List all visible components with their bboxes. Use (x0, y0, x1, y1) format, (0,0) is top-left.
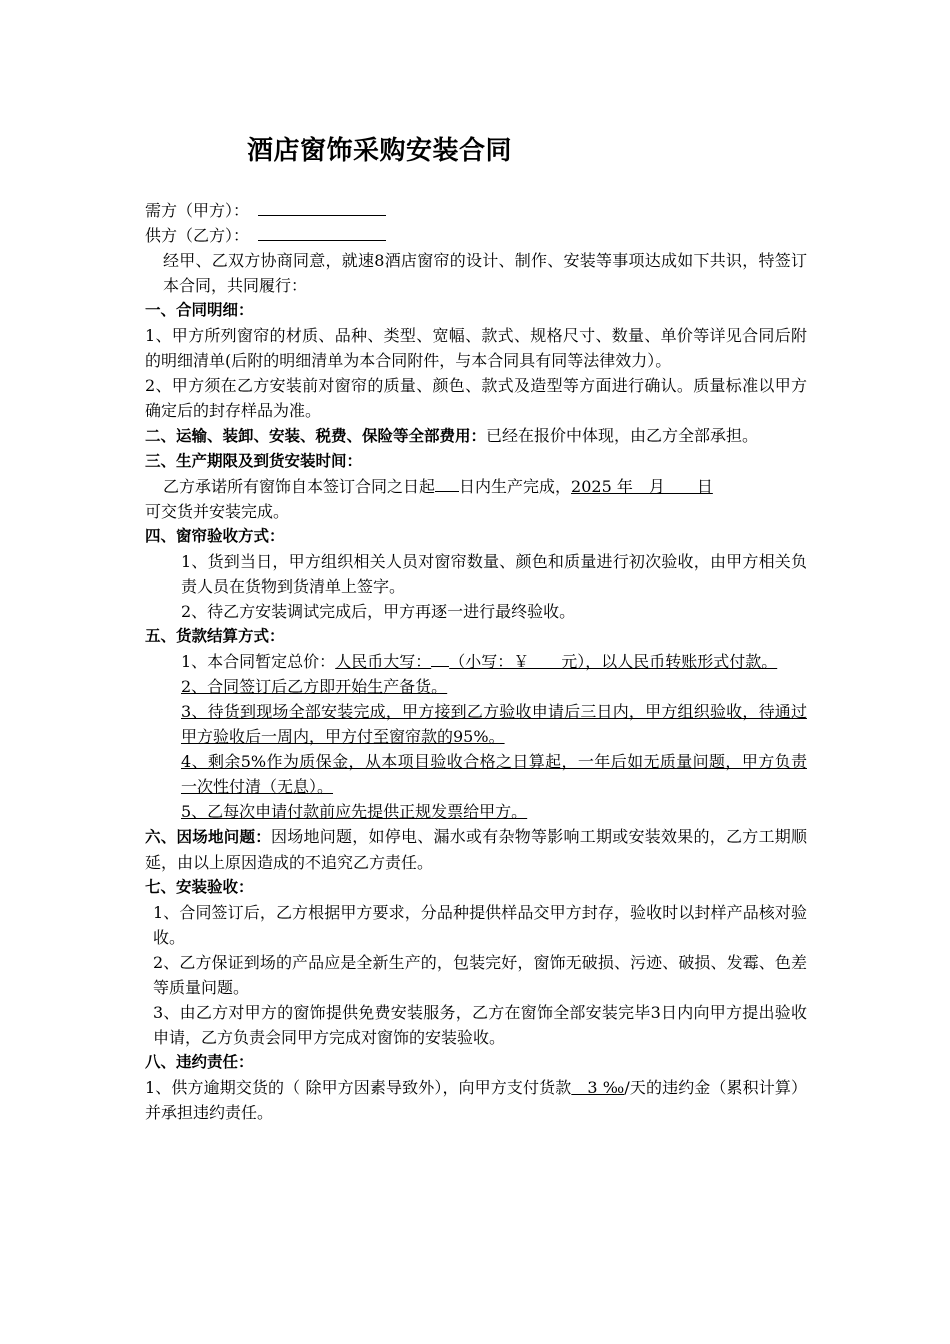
days-blank (435, 477, 459, 492)
section-3-text-b: 日内生产完成， (459, 477, 572, 496)
buyer-label: 需方（甲方）： (145, 201, 250, 220)
buyer-line (145, 198, 807, 223)
seller-label: 供方（乙方）： (145, 226, 250, 245)
section-3-text-a: 乙方承诺所有窗饰自本签订合同之日起 (163, 477, 436, 496)
section-6-paragraph (145, 824, 807, 875)
contract-body (145, 198, 807, 1125)
section-4-item-2: 2、待乙方安装调试完成后，甲方再逐一进行最终验收。 (181, 602, 576, 621)
intro-paragraph: 经甲、乙双方协商同意，就速8酒店窗帘的设计、制作、安装等事项达成如下共识，特签订本合同，共同履行： (163, 251, 807, 295)
section-1-item-2: 2、甲方须在乙方安装前对窗帘的质量、颜色、款式及造型等方面进行确认。质量标准以甲方确定后的封存样品为准。 (145, 376, 807, 420)
section-4-heading: 四、窗帘验收方式： (145, 527, 285, 545)
section-5-item-3: 3、待货到现场全部安装完成，甲方接到乙方验收申请后三日内，甲方组织验收，待通过甲方验收后一周内，甲方付至窗帘款的95%。 (181, 702, 807, 746)
section-3-line-1 (145, 474, 807, 499)
penalty-rate: 3 ‰ (571, 1078, 625, 1097)
section-7-item-1: 1、合同签订后，乙方根据甲方要求，分品种提供样品交甲方封存，验收时以封样产品核对验收。 (153, 903, 807, 947)
section-4-item-1: 1、货到当日，甲方组织相关人员对窗帘数量、颜色和质量进行初次验收，由甲方相关负责人员在货物到货清单上签字。 (181, 552, 807, 596)
section-5-item-5: 5、乙每次申请付款前应先提供正规发票给甲方。 (181, 802, 528, 821)
delivery-date: 2025 年 月 日 (571, 477, 713, 496)
section-8-item-1-b: /天的违约金（累积计算）并承担违约责任。 (145, 1078, 807, 1122)
section-3-heading: 三、生产期限及到货安装时间： (145, 452, 363, 470)
section-5-item-1 (145, 649, 807, 674)
section-3-text-c: 可交货并安装完成。 (145, 502, 290, 521)
section-6-text: 因场地问题，如停电、漏水或有杂物等影响工期或安装效果的，乙方工期顺延，由以上原因造成的不追究乙方责任。 (145, 827, 807, 872)
section-6-heading: 六、因场地问题： (145, 828, 271, 846)
section-8-item-1 (145, 1075, 807, 1125)
section-5-item-4: 4、剩余5%作为质保金，从本项目验收合格之日算起，一年后如无质量问题，甲方负责一次性付清（无息）。 (181, 752, 807, 796)
section-5-item-2: 2、合同签订后乙方即开始生产备货。 (181, 677, 448, 696)
seller-blank (258, 226, 386, 241)
section-8-item-1-a: 1、供方逾期交货的（ 除甲方因素导致外），向甲方支付货款 (145, 1078, 572, 1097)
section-7-item-2: 2、乙方保证到场的产品应是全新生产的，包装完好，窗饰无破损、污迹、破损、发霉、色差等质量问题。 (153, 953, 807, 997)
section-5-item-1-a: 1、本合同暂定总价： (181, 652, 336, 671)
section-5-heading: 五、货款结算方式： (145, 627, 285, 645)
section-2-heading: 二、运输、装卸、安装、税费、保险等全部费用： (145, 427, 487, 445)
section-7-item-3: 3、由乙方对甲方的窗饰提供免费安装服务，乙方在窗饰全部安装完毕3日内向甲方提出验收申请，乙方负责会同甲方完成对窗饰的安装验收。 (153, 1003, 807, 1047)
section-8-heading: 八、违约责任： (145, 1053, 254, 1071)
seller-line (145, 223, 807, 248)
section-7-heading: 七、安装验收： (145, 878, 254, 896)
section-2-text: 已经在报价中体现，由乙方全部承担。 (486, 426, 759, 445)
buyer-blank (258, 201, 386, 216)
section-2-paragraph (145, 423, 807, 449)
amount-blank (431, 652, 449, 667)
document-title: 酒店窗饰采购安装合同 (247, 136, 513, 166)
section-5-item-1-b: 人民币大写： (335, 652, 432, 671)
section-1-item-1: 1、甲方所列窗帘的材质、品种、类型、宽幅、款式、规格尺寸、数量、单价等详见合同后附的明细清单(后附的明细清单为本合同附件，与本合同具有同等法律效力）。 (145, 326, 807, 370)
section-5-item-1-c: （小写：￥ 元），以人民币转账形式付款。 (449, 652, 778, 671)
section-1-heading: 一、合同明细： (145, 301, 254, 319)
